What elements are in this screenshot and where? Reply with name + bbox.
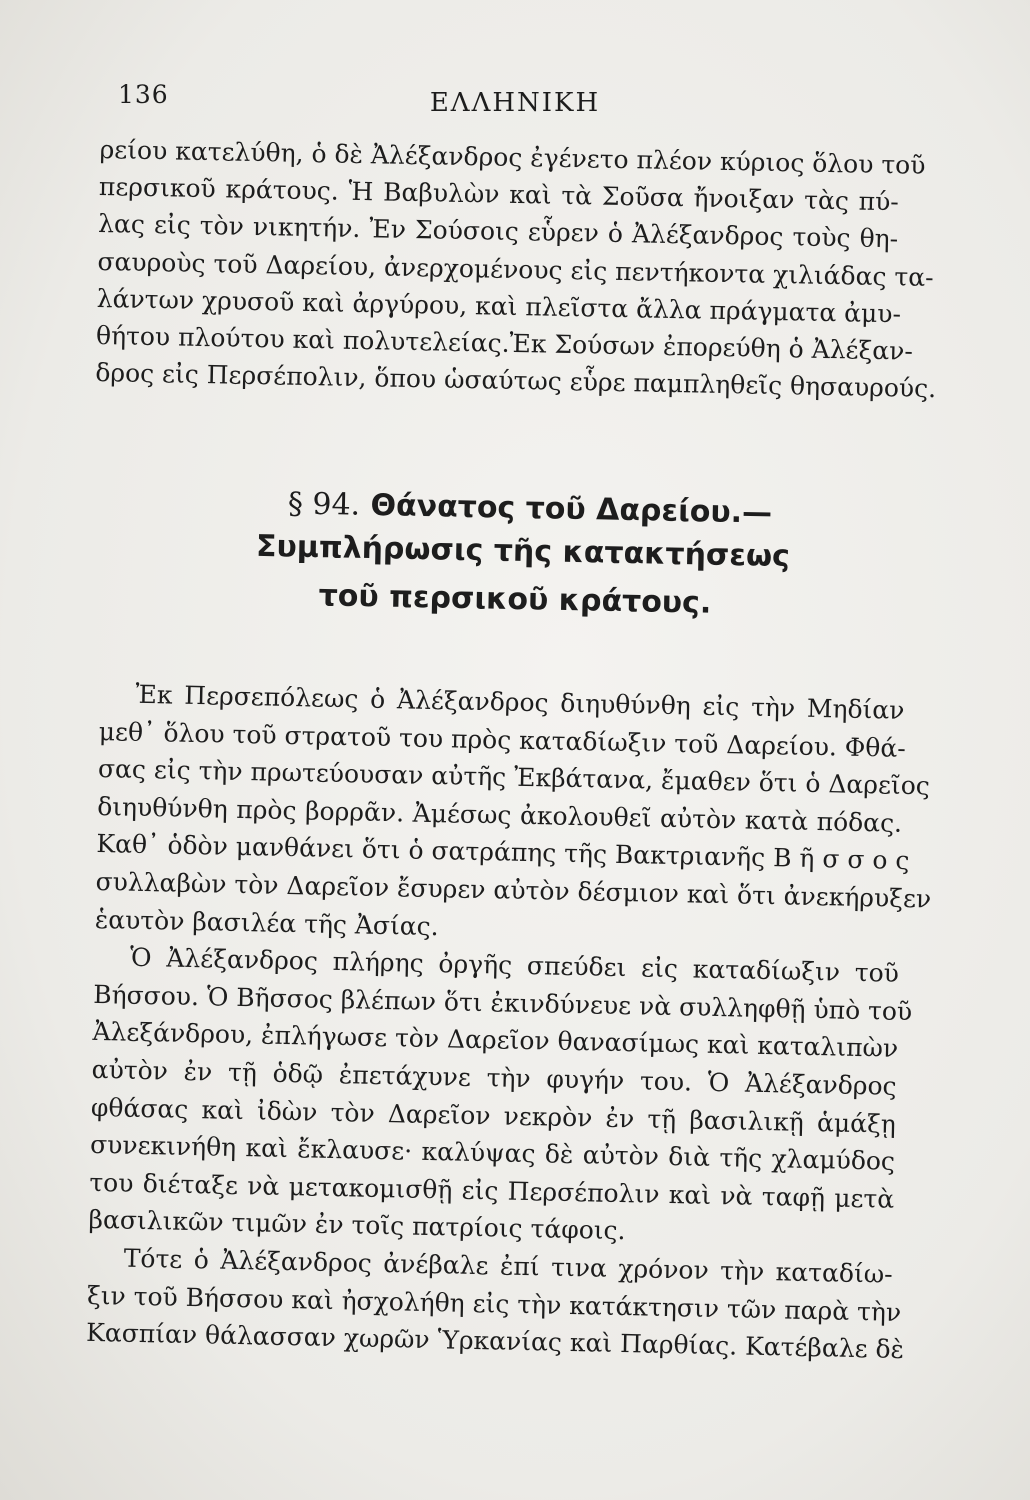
section-title-part-3: τοῦ περσικοῦ κράτους.	[318, 578, 712, 621]
text-line: μεθ᾽ ὅλου τοῦ στρατοῦ του πρὸς καταδίωξιν τοῦ Δαρείου. Φθά-	[98, 716, 907, 763]
text-line: δρος εἰς Περσέπολιν, ὅπου ὡσαύτως εὗρε παμπληθεῖς θησαυρούς.	[95, 358, 937, 404]
section-body	[85, 675, 932, 1368]
section-title-part-2: Συμπλήρωσις τῆς κατακτήσεως	[255, 528, 791, 575]
text-line: διηυθύνθη πρὸς βορρᾶν. Ἀμέσως ἀκολουθεῖ αὐτὸν κατὰ πόδας.	[96, 791, 903, 838]
text-line: βασιλικῶν τιμῶν ἐν τοῖς πατρίοις τάφοις.	[88, 1205, 626, 1246]
section-title-part-1: Θάνατος τοῦ Δαρείου.—	[370, 487, 773, 531]
text-line: σας εἰς τὴν πρωτεύουσαν αὐτῆς Ἐκβάτανα, ἔμαθεν ὅτι ὁ Δαρεῖος	[97, 754, 931, 801]
text-line: λας εἰς τὸν νικητήν. Ἐν Σούσοις εὗρεν ὁ Ἀλέξανδρος τοὺς θη-	[97, 209, 899, 254]
text-line: θήτου πλούτου καὶ πολυτελείας.Ἐκ Σούσων ἐπορεύθη ὁ Ἀλέξαν-	[95, 320, 914, 366]
text-line: Τότε ὁ Ἀλέξανδρος ἀνέβαλε ἐπί τινα χρόνον τὴν καταδίω-	[123, 1243, 893, 1289]
text-line: συνεκινήθη καὶ ἔκλαυσε· καλύψας δὲ αὐτὸν διὰ τῆς χλαμύδος	[89, 1130, 896, 1176]
text-line: Καθ᾽ ὁδὸν μανθάνει ὅτι ὁ σατράπης τῆς Βακτριανῆς Β ῆ σ σ ο ς	[96, 829, 910, 876]
text-line: Κασπίαν θάλασσαν χωρῶν Ὑρκανίας καὶ Παρθίας. Κατέβαλε δὲ	[85, 1317, 905, 1365]
text-line: συλλαβὼν τὸν Δαρεῖον ἔσυρεν αὐτὸν δέσμιον καὶ ὅτι ἀνεκήρυξεν	[95, 866, 932, 914]
section-number: § 94.	[287, 486, 361, 523]
text-line: φθάσας καὶ ἰδὼν τὸν Δαρεῖον νεκρὸν ἐν τῇ βασιλικῇ ἁμάξῃ	[90, 1092, 897, 1139]
text-line: Ἐκ Περσεπόλεως ὁ Ἀλέξανδρος διηυθύνθη εἰς τὴν Μηδίαν	[135, 679, 905, 725]
text-line: Ἀλεξάνδρου, ἐπλήγωσε τὸν Δαρεῖον θανασίμως καὶ καταλιπὼν	[92, 1017, 899, 1064]
text-line: λάντων χρυσοῦ καὶ ἀργύρου, καὶ πλεῖστα ἄλλα πράγματα ἀμυ-	[96, 283, 902, 329]
text-line: ρείου κατελύθη, ὁ δὲ Ἀλέξανδρος ἐγένετο πλέον κύριος ὅλου τοῦ	[99, 134, 926, 180]
text-line: σαυροὺς τοῦ Δαρείου, ἀνερχομένους εἰς πεντήκοντα χιλιάδας τα-	[97, 246, 934, 292]
text-line: περσικοῦ κράτους. Ἡ Βαβυλὼν καὶ τὰ Σοῦσα ἤνοιξαν τὰς πύ-	[98, 172, 900, 217]
text-line: Βήσσου. Ὁ Βῆσσος βλέπων ὅτι ἐκινδύνευε νὰ συλληφθῇ ὑπὸ τοῦ	[93, 979, 913, 1026]
text-line: ἑαυτὸν βασιλέα τῆς Ἀσίας.	[94, 904, 439, 941]
text-line: ξιν τοῦ Βήσσου καὶ ἠσχολήθη εἰς τὴν κατάκτησιν τῶν παρὰ τὴν	[86, 1280, 902, 1327]
text-line: Ὁ Ἀλέξανδρος πλήρης ὀργῆς σπεύδει εἰς καταδίωξιν τοῦ	[129, 942, 900, 988]
text-line: αὐτὸν ἐν τῇ ὁδῷ ἐπετάχυνε τὴν φυγήν του. Ὁ Ἀλέξανδρος	[91, 1054, 897, 1101]
page-number: 136	[118, 80, 169, 109]
text-line: του διέταξε νὰ μετακομισθῇ εἰς Περσέπολιν καὶ νὰ ταφῇ μετὰ	[89, 1167, 895, 1214]
running-head: ΕΛΛΗΝΙΚΗ	[429, 88, 601, 118]
paragraph-continued	[95, 131, 937, 407]
